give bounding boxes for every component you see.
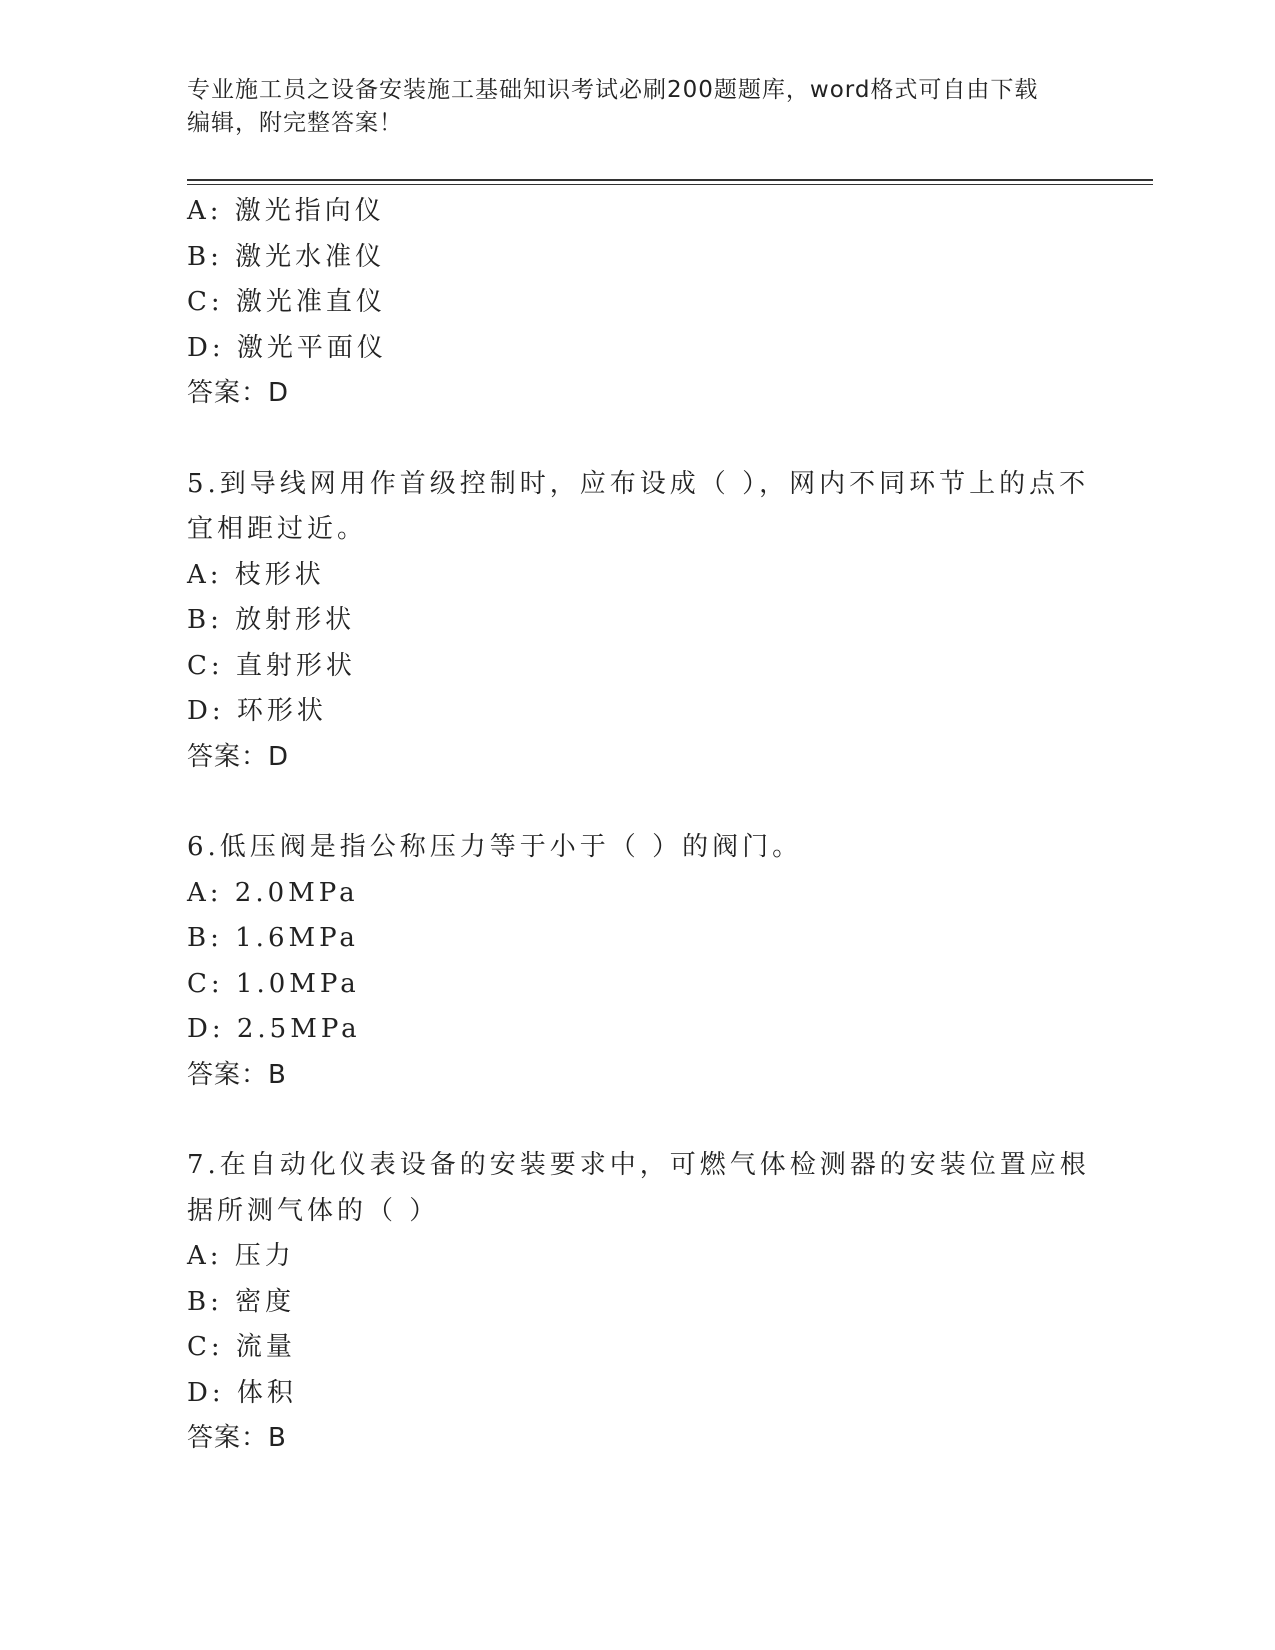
answer-line: 答案：B	[187, 1059, 287, 1090]
option-a: A: 枝形状	[187, 559, 325, 590]
question-text-line-1: 5.到导线网用作首级控制时，应布设成（ ），网内不同环节上的点不	[187, 468, 1090, 499]
question-text-line-2: 据所测气体的（ ）	[187, 1195, 440, 1226]
option-b: B: 密度	[187, 1286, 296, 1317]
option-c: C: 直射形状	[187, 650, 356, 681]
option-d: D: 2.5MPa	[187, 1014, 361, 1044]
header-divider-thick	[187, 179, 1153, 181]
option-c: C: 流量	[187, 1332, 296, 1362]
header-divider-thin	[187, 184, 1153, 185]
option-d: D: 激光平面仪	[187, 332, 387, 363]
option-c: C: 1.0MPa	[187, 968, 360, 999]
question-6	[187, 825, 1087, 1098]
answer-line: 答案：D	[187, 378, 290, 408]
option-a: A: 2.0MPa	[187, 877, 359, 908]
page-header	[187, 74, 1087, 140]
option-d: D: 环形状	[187, 696, 327, 726]
question-7	[187, 1143, 1090, 1462]
question-list	[187, 189, 1090, 1462]
answer-line: 答案：D	[187, 741, 290, 772]
answer-line: 答案：B	[187, 1423, 287, 1453]
question-text-line-2: 宜相距过近。	[187, 514, 368, 544]
option-b: B: 放射形状	[187, 605, 356, 635]
question-text-line-1: 6.低压阀是指公称压力等于小于（ ）的阀门。	[187, 832, 803, 862]
question-4-partial	[187, 189, 1087, 417]
option-b: B: 1.6MPa	[187, 923, 359, 953]
option-a: A: 激光指向仪	[187, 196, 385, 226]
question-text-line-1: 7.在自动化仪表设备的安装要求中，可燃气体检测器的安装位置应根	[187, 1150, 1090, 1180]
option-d: D: 体积	[187, 1377, 297, 1408]
option-a: A: 压力	[187, 1241, 295, 1271]
option-c: C: 激光准直仪	[187, 287, 386, 317]
option-b: B: 激光水准仪	[187, 241, 386, 272]
header-line-2: 编辑，附完整答案！	[187, 110, 403, 136]
question-5	[187, 462, 1090, 781]
header-line-1: 专业施工员之设备安装施工基础知识考试必刷200题题库，word格式可自由下载	[187, 77, 1039, 103]
